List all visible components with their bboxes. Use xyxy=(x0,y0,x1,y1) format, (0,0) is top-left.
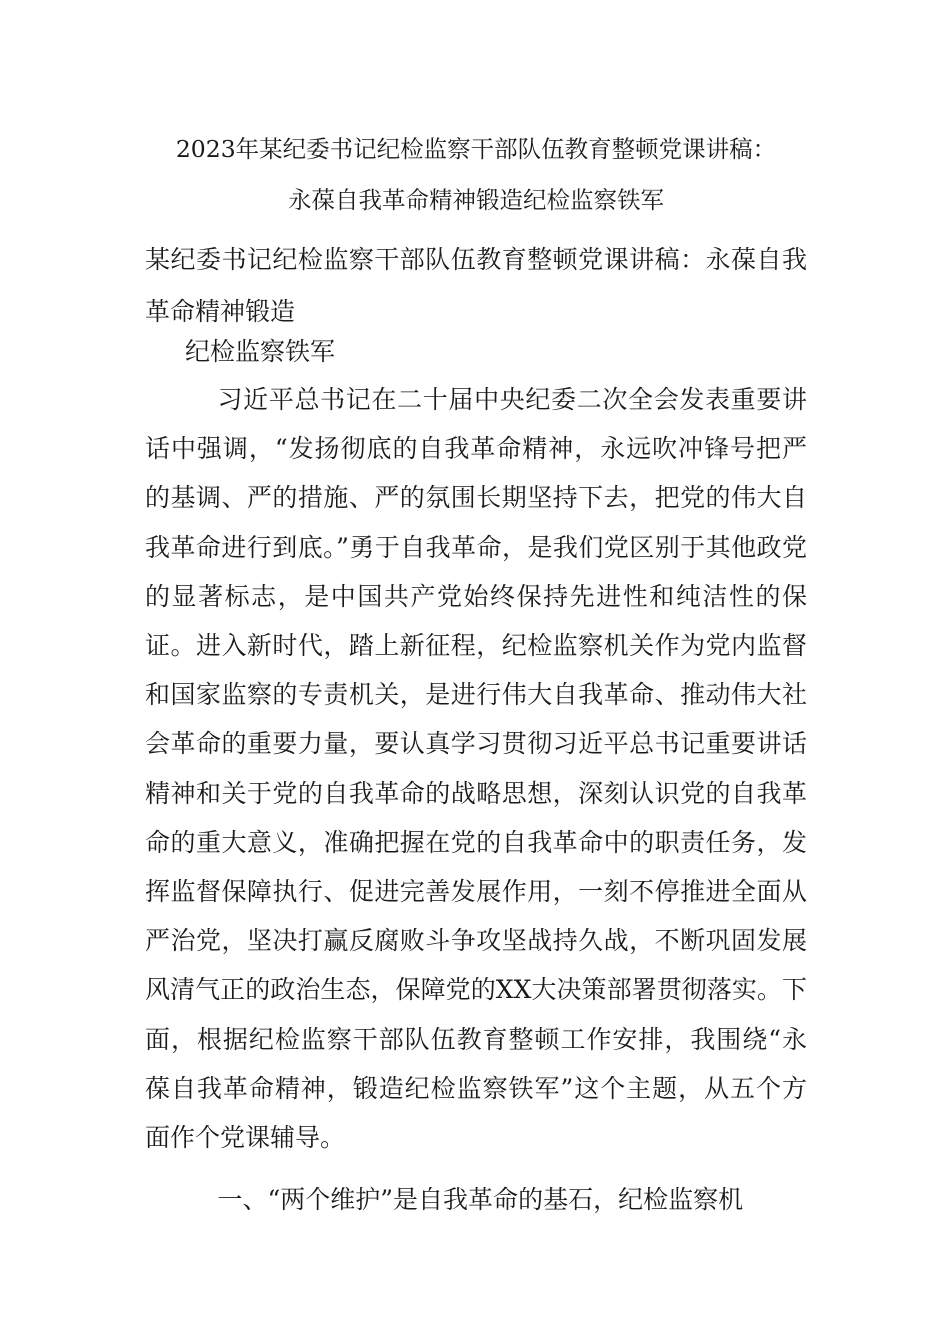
document-title-line-1: 2023年某纪委书记纪检监察干部队伍教育整顿党课讲稿： xyxy=(175,135,777,163)
document-subtitle-continuation: 纪检监察铁军 xyxy=(185,337,336,366)
body-paragraph-1: 习近平总书记在二十届中央纪委二次全会发表重要讲话中强调，“发扬彻底的自我革命精神，永远吹冲锋号把严的基调、严的措施、严的氛围长期坚持下去，把党的伟大自我革命进行到底。”勇于自我革命，是我们党区别于其他政党的显著标志，是中国共产党始终保持先进性和纯洁性的保证。进入新时代，踏上新征程，纪检监察机关作为党内监督和国家监察的专责机关，是进行伟大自我革命、推动伟大社会革命的重要力量，要认真学习贯彻习近平总书记重要讲话精神和关于党的自我革命的战略思想，深刻认识党的自我革命的重大意义，准确把握在党的自我革命中的职责任务，发挥监督保障执行、促进完善发展作用，一刻不停推进全面从严治党，坚决打赢反腐败斗争攻坚战持久战，不断巩固发展风清气正的政治生态，保障党的XX大决策部署贯彻落实。下面，根据纪检监察干部队伍教育整顿工作安排，我围绕“永葆自我革命精神，锻造纪检监察铁军”这个主题，从五个方面作个党课辅导。 xyxy=(145,385,807,1153)
section-heading-1: 一、“两个维护”是自我革命的基石，纪检监察机 xyxy=(217,1185,744,1214)
document-title-line-2: 永葆自我革命精神锻造纪检监察铁军 xyxy=(288,186,664,214)
document-subtitle: 某纪委书记纪检监察干部队伍教育整顿党课讲稿：永葆自我革命精神锻造 xyxy=(145,245,807,326)
